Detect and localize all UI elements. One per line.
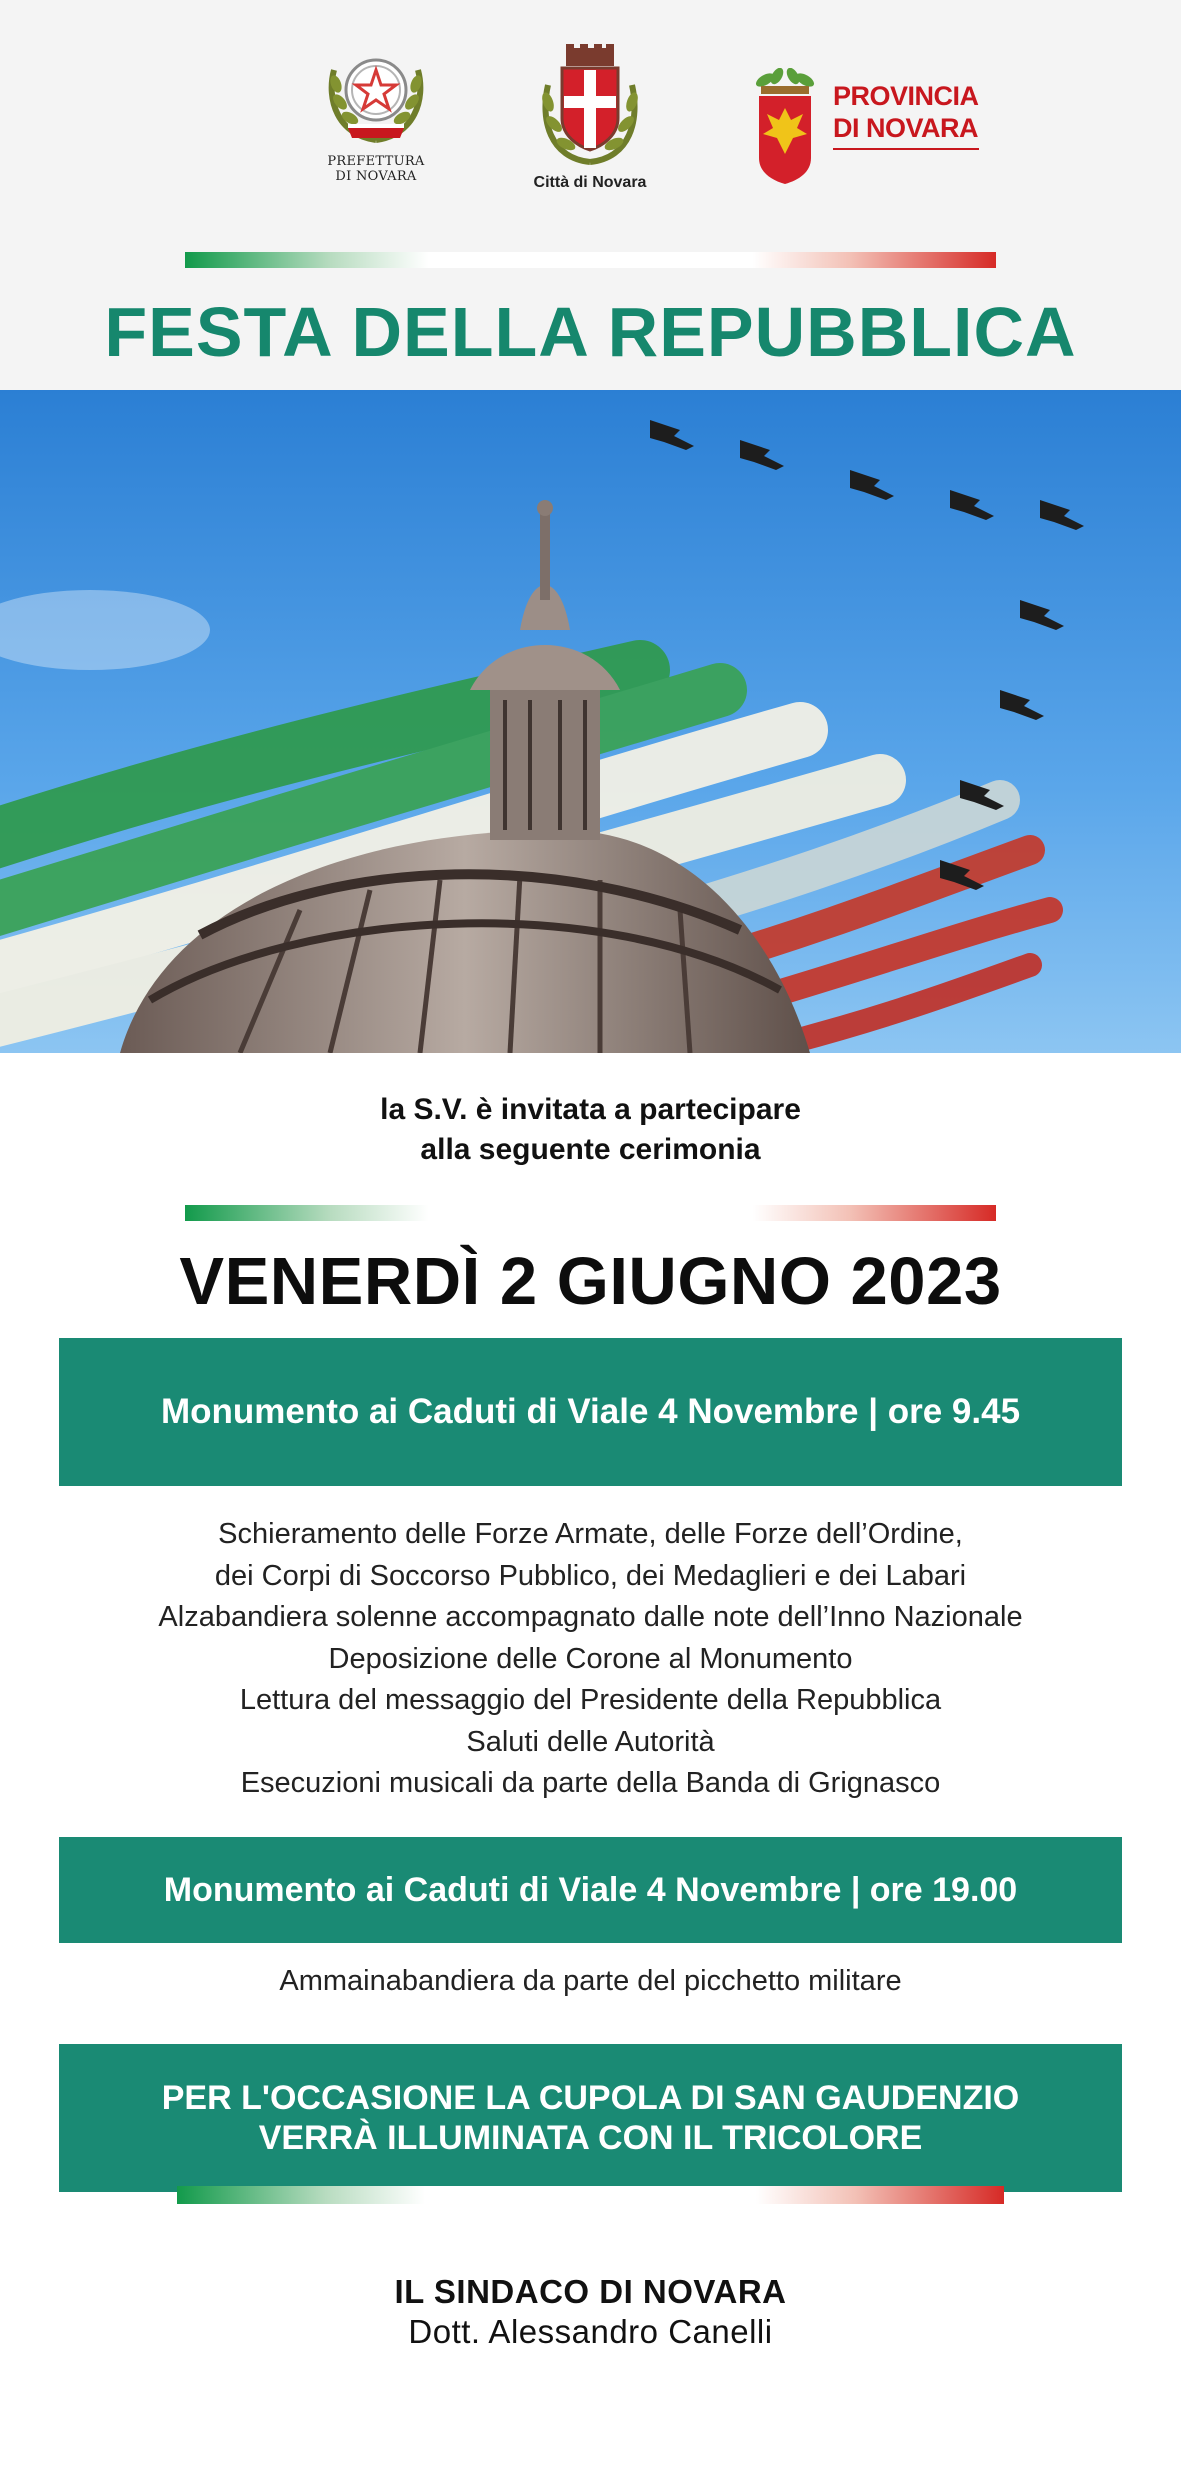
signature-block [0, 2272, 1181, 2352]
provincia-line1: PROVINCIA [833, 81, 979, 111]
announcement-banner [59, 2044, 1122, 2192]
program-item: Esecuzioni musicali da parte della Banda di Grignasco [240, 1767, 941, 1799]
novara-city-crest-icon [520, 40, 660, 170]
program-item: dei Corpi di Soccorso Pubblico, dei Medaglieri e dei Labari [214, 1559, 967, 1592]
invitation-line1: la S.V. è invitata a partecipare [380, 1093, 801, 1126]
logos-row [0, 40, 1181, 210]
cupola-with-frecce-tricolori-image [0, 390, 1181, 1053]
citta-caption: Città di Novara [533, 174, 647, 191]
provincia-di-novara-logo [755, 68, 979, 198]
italian-republic-emblem-icon [318, 40, 434, 150]
provincia-text-block [833, 80, 979, 150]
provincia-line2: DI NOVARA [833, 113, 979, 143]
province-eagle-crest-icon [755, 68, 815, 190]
signature-role: IL SINDACO DI NOVARA [394, 2273, 787, 2310]
invitation-text [0, 1090, 1181, 1170]
program-item: Deposizione delle Corone al Monumento [328, 1642, 853, 1675]
event1-location-time: Monumento ai Caduti di Viale 4 Novembre | ore 9.45 [160, 1392, 1021, 1431]
program-item: Saluti delle Autorità [466, 1725, 715, 1758]
program-item: Alzabandiera solenne accompagnato dalle note dell’Inno Nazionale [158, 1601, 1023, 1633]
hero-illustration [0, 390, 1181, 1053]
tricolor-bar-bottom [177, 2186, 1004, 2204]
prefettura-caption-line1: PREFETTURA [327, 154, 425, 169]
header [0, 0, 1181, 390]
announcement-line2: VERRÀ ILLUMINATA CON IL TRICOLORE [258, 2119, 923, 2157]
event-date: VENERDÌ 2 GIUGNO 2023 [179, 1244, 1002, 1319]
event1-program [0, 1514, 1181, 1805]
citta-di-novara-logo [520, 40, 660, 192]
signature-name: Dott. Alessandro Canelli [408, 2313, 773, 2350]
prefettura-logo [318, 40, 434, 184]
tricolor-bar-middle [185, 1205, 996, 1221]
program-item: Schieramento delle Forze Armate, delle Forze dell’Ordine, [218, 1518, 963, 1550]
invitation-line2: alla seguente cerimonia [420, 1133, 761, 1166]
event2-location-time: Monumento ai Caduti di Viale 4 Novembre | ore 19.00 [163, 1870, 1018, 1909]
announcement-line1: PER L'OCCASIONE LA CUPOLA DI SAN GAUDENZIO [161, 2079, 1020, 2117]
event2-location-banner [59, 1837, 1122, 1943]
program-item: Lettura del messaggio del Presidente della Repubblica [239, 1684, 942, 1716]
prefettura-caption-line2: DI NOVARA [335, 169, 417, 184]
event1-location-banner [59, 1338, 1122, 1486]
event2-program: Ammainabandiera da parte del picchetto militare [279, 1965, 902, 1997]
tricolor-bar-top [185, 252, 996, 268]
page-title: FESTA DELLA REPUBBLICA [104, 293, 1077, 371]
